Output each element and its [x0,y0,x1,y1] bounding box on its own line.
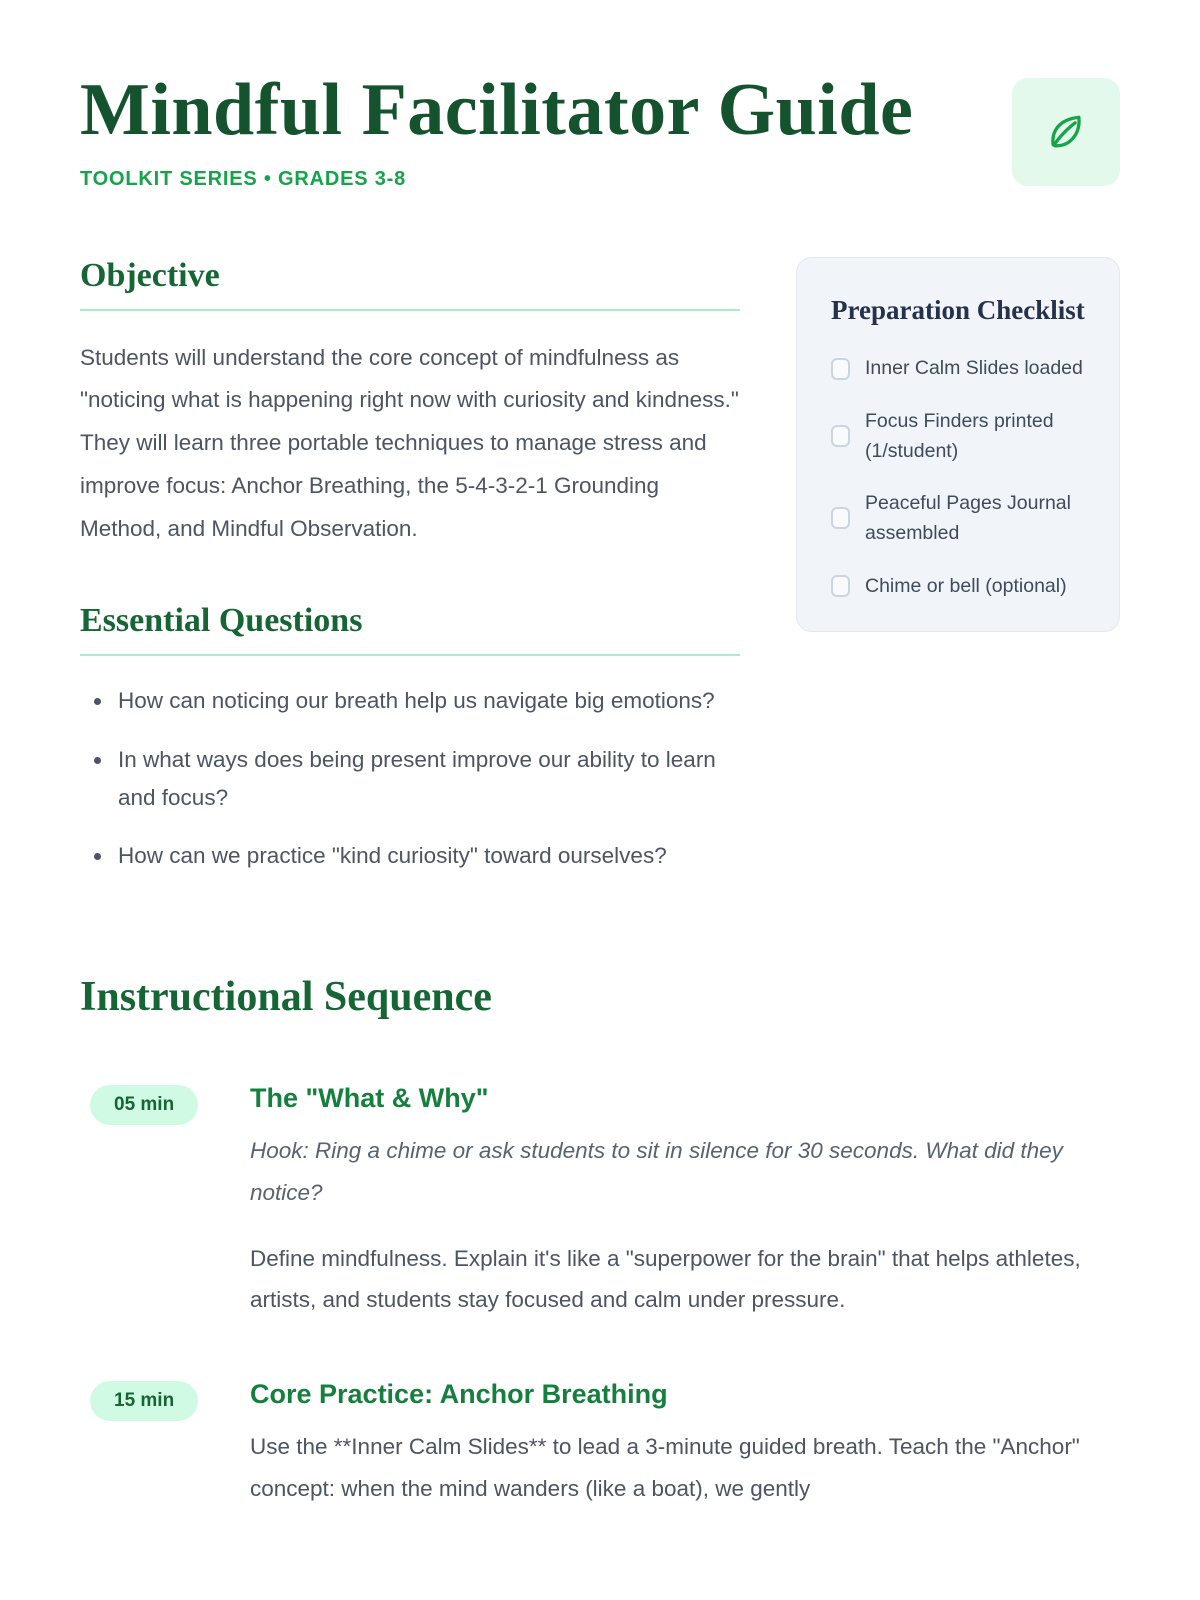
checklist-item [831,406,1085,466]
main-column [80,257,740,896]
step-title: Core Practice: Anchor Breathing [250,1378,668,1409]
checklist-item-label: Focus Finders printed (1/student) [865,409,1054,462]
step-title: The "What & Why" [250,1083,489,1114]
sequence-step [80,1379,1120,1509]
checklist-item [831,353,1085,383]
checklist-item [831,488,1085,548]
step-body: Define mindfulness. Explain it's like a "superpower for the brain" that helps athletes, artists, and students stay focused and calm under pressure. [250,1245,1081,1313]
page-subtitle: TOOLKIT SERIES • GRADES 3-8 [80,167,407,190]
checkbox-icon[interactable] [831,575,850,597]
header [80,69,1120,191]
step-badge-column [80,1379,250,1509]
essential-questions-heading: Essential Questions [80,602,740,656]
question-item: • How can we practice "kind curiosity" toward ourselves? [114,837,740,875]
step-hook: Hook: Ring a chime or ask students to sit in silence for 30 seconds. What did they notice? [250,1138,1063,1206]
content-columns [80,257,1120,896]
checkbox-icon[interactable] [831,507,850,529]
question-item: • How can noticing our breath help us navigate big emotions? [114,682,740,720]
duration-badge: 05 min [90,1085,198,1125]
step-content [250,1379,1120,1509]
leaf-icon-glyph [1044,110,1088,154]
header-text [80,69,914,191]
sidebar [796,257,1120,896]
checklist-item-label: Chime or bell (optional) [865,574,1067,597]
page-title: Mindful Facilitator Guide [80,69,914,151]
sequence-step [80,1083,1120,1321]
step-content [250,1083,1120,1321]
leaf-icon [1012,78,1120,186]
instructional-sequence-section [80,973,1120,1509]
step-badge-column [80,1083,250,1321]
checkbox-icon[interactable] [831,358,850,380]
checklist-heading: Preparation Checklist [831,294,1085,325]
instructional-sequence-heading: Instructional Sequence [80,974,492,1021]
checkbox-icon[interactable] [831,425,850,447]
question-item: • In what ways does being present improve our ability to learn and focus? [114,741,740,818]
objective-section [80,257,740,551]
objective-body: Students will understand the core concept of mindfulness as "noticing what is happening right now with curiosity and kindness." They will learn three portable techniques to manage stress and improve focus: Anchor Breathing, the 5-4-3-2-1 Grounding Method, and Mindful Observation. [80,344,739,541]
checklist-item [831,571,1085,601]
essential-questions-section [80,602,740,875]
duration-badge: 15 min [90,1381,198,1421]
preparation-checklist-card [796,257,1120,632]
objective-heading: Objective [80,257,740,311]
checklist-item-label: Peaceful Pages Journal assembled [865,492,1071,545]
step-body: Use the **Inner Calm Slides** to lead a 3-minute guided breath. Teach the "Anchor" concept: when the mind wanders (like a boat), we gently [250,1433,1080,1501]
essential-questions-list [80,682,740,875]
checklist-item-label: Inner Calm Slides loaded [865,357,1083,380]
